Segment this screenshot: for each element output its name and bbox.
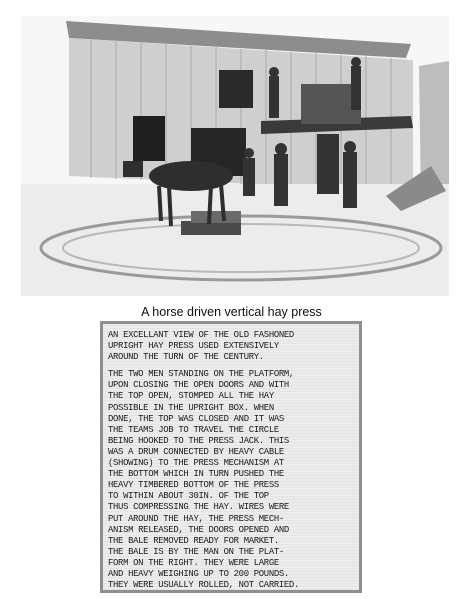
clipping-line: AN EXCELLANT VIEW OF THE OLD FASHONED bbox=[108, 330, 294, 340]
clipping-line: UPON CLOSING THE OPEN DOORS AND WITH bbox=[108, 380, 289, 391]
clipping-line: AROUND THE TURN OF THE CENTURY. bbox=[108, 352, 264, 363]
clipping-line: ANISM RELEASED, THE DOORS OPENED AND bbox=[108, 524, 289, 535]
clipping-line: DONE, THE TOP WAS CLOSED AND IT WAS bbox=[108, 413, 284, 424]
hay-press-photo bbox=[21, 16, 449, 296]
clipping-line: FORM ON THE RIGHT. THEY WERE LARGE bbox=[108, 557, 279, 568]
clipping-line: THE BALE REMOVED READY FOR MARKET. bbox=[108, 535, 279, 546]
clipping-line: THE BALE IS BY THE MAN ON THE PLAT- bbox=[108, 546, 284, 557]
clipping-line: PUT AROUND THE HAY, THE PRESS MECH- bbox=[108, 513, 284, 524]
clipping-line: THE TOP OPEN, STOMPED ALL THE HAY bbox=[108, 391, 274, 402]
clipping-line: TO WITHIN ABOUT 30IN. OF THE TOP bbox=[108, 491, 269, 502]
newspaper-clipping bbox=[100, 321, 362, 593]
photo-caption: A horse driven vertical hay press bbox=[141, 305, 322, 319]
clipping-line: BEING HOOKED TO THE PRESS JACK. THIS bbox=[108, 435, 289, 446]
clipping-line: HEAVY TIMBERED BOTTOM OF THE PRESS bbox=[108, 480, 279, 491]
clipping-line: THE TWO MEN STANDING ON THE PLATFORM, bbox=[108, 369, 294, 380]
clipping-line: UPRIGHT HAY PRESS USED EXTENSIVELY bbox=[108, 341, 279, 352]
clipping-line: (SHOWING) TO THE PRESS MECHANISM AT bbox=[108, 458, 284, 469]
clipping-line: THE BOTTOM WHICH IN TURN PUSHED THE bbox=[108, 469, 284, 480]
clipping-line: WAS A DRUM CONNECTED BY HEAVY CABLE bbox=[108, 446, 284, 457]
clipping-line: THEY WERE USUALLY ROLLED, NOT CARRIED. bbox=[108, 580, 299, 591]
clipping-line: THE TEAMS JOB TO TRAVEL THE CIRCLE bbox=[108, 424, 279, 435]
clipping-paragraph-description bbox=[108, 369, 355, 591]
clipping-line: THUS COMPRESSING THE HAY. WIRES WERE bbox=[108, 502, 289, 513]
clipping-paragraph-intro bbox=[108, 330, 355, 363]
clipping-line: AND HEAVY WEIGHING UP TO 200 POUNDS. bbox=[108, 568, 289, 579]
clipping-line: POSSIBLE IN THE UPRIGHT BOX. WHEN bbox=[108, 402, 274, 413]
